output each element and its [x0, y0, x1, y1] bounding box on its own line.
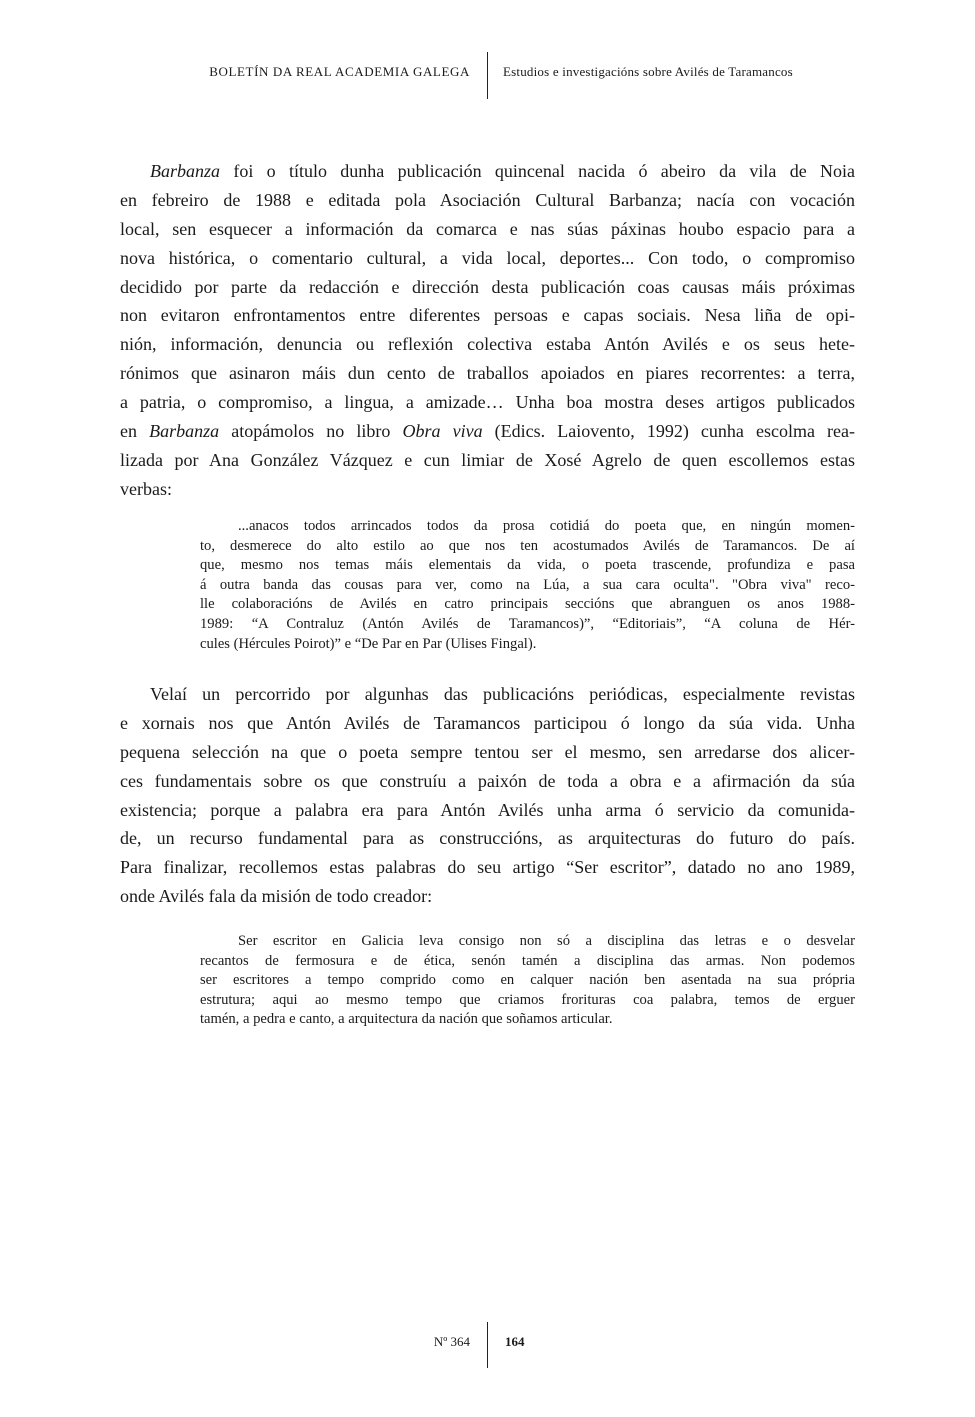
text-segment: en febreiro de 1988 e editada pola Asociación Cultural Barbanza; nacía con vocación — [120, 189, 855, 210]
text-segment: cules (Hércules Poirot)” e “De Par en Par (Ulises Fingal). — [200, 635, 537, 652]
text-segment: pequena selección na que o poeta sempre tentou ser el mesmo, sen arredarse dos alicer- — [120, 741, 855, 762]
text-segment: onde Avilés fala da misión de todo creador: — [120, 886, 433, 907]
text-line — [200, 971, 855, 991]
text-segment: 1989: “A Contraluz (Antón Avilés de Taramancos)”, “Editoriais”, “A coluna de Hér- — [200, 615, 855, 632]
text-segment: ...anacos todos arrincados todos da prosa cotidiá do poeta que, en ningún momen- — [238, 518, 855, 534]
text-line — [200, 991, 855, 1011]
text-segment: lle colaboracións de Avilés en catro principais seccións que abranguen os anos 1988- — [200, 596, 855, 613]
footer-divider — [487, 1322, 488, 1368]
text-segment: de, un recurso fundamental para as construccións, as arquitecturas do futuro do país. — [120, 828, 855, 849]
text-segment: recantos de fermosura e de ética, senón tamén a disciplina das armas. Non podemos — [200, 952, 855, 969]
block-quote-2 — [200, 932, 855, 1030]
text-segment: en — [120, 421, 150, 442]
text-line — [120, 767, 855, 796]
text-line — [200, 635, 855, 655]
text-line — [120, 417, 855, 446]
text-segment: ser escritores a tempo comprido como en calquer nación ben asentada na sua própria — [200, 972, 855, 989]
italic-title: Obra viva — [402, 421, 483, 442]
text-line — [120, 215, 855, 244]
text-segment: á outra banda das cousas para ver, como na Lúa, a sua cara oculta". "Obra viva" reco- — [200, 576, 855, 593]
text-line — [200, 517, 855, 537]
text-line — [120, 446, 855, 475]
text-line — [200, 537, 855, 557]
text-line — [120, 157, 855, 186]
text-segment: Para finalizar, recollemos estas palabras do seu artigo “Ser escritor”, datado no ano 1989, — [120, 857, 855, 878]
text-line — [120, 388, 855, 417]
text-segment: a patria, o compromiso, a lingua, a amizade… Unha boa mostra deses artigos publicados — [120, 392, 855, 413]
text-line — [120, 186, 855, 215]
page-number: 164 — [505, 1334, 525, 1349]
text-line — [120, 273, 855, 302]
text-segment: ces fundamentais sobre os que construíu a paixón de toda a obra e a afirmación da súa — [120, 770, 855, 791]
text-segment: tamén, a pedra e canto, a arquitectura da nación que soñamos articular. — [200, 1011, 613, 1028]
paragraph-1 — [120, 157, 855, 504]
text-segment: nión, información, denuncia ou reflexión colectiva estaba Antón Avilés e os seus hete- — [120, 334, 855, 355]
text-segment: existencia; porque a palabra era para Antón Avilés unha arma ó servicio da comunida- — [120, 799, 855, 820]
text-line — [120, 680, 855, 709]
issue-number: Nº 364 — [433, 1334, 470, 1349]
text-segment: Ser escritor en Galicia leva consigo non só a disciplina das letras e o desvelar — [238, 933, 855, 949]
text-line — [120, 882, 855, 911]
text-segment: decidido por parte da redacción e dirección desta publicación coas causas máis próximas — [120, 276, 855, 297]
text-line — [200, 615, 855, 635]
text-line — [120, 359, 855, 388]
text-line — [200, 576, 855, 596]
text-line — [200, 595, 855, 615]
text-line — [120, 824, 855, 853]
text-segment: rónimos que asinaron máis dun cento de traballos apoiados en piares recorrentes: a terra, — [120, 363, 855, 384]
text-line — [200, 556, 855, 576]
text-line — [200, 952, 855, 972]
text-line — [120, 475, 855, 504]
text-line — [120, 301, 855, 330]
italic-title: Barbanza — [149, 421, 220, 442]
text-segment: nova histórica, o comentario cultural, a vida local, deportes... Con todo, o compromiso — [120, 247, 855, 268]
text-segment: estrutura; aqui ao mesmo tempo que criamos frorituras coa palabra, temos de erguer — [200, 991, 855, 1008]
text-line — [120, 738, 855, 767]
text-line — [200, 932, 855, 952]
running-header-section: Estudios e investigacións sobre Avilés de Taramancos — [503, 64, 793, 79]
text-segment: foi o título dunha publicación quincenal nacida ó abeiro da vila de Noia — [220, 161, 855, 181]
running-header-journal: BOLETÍN DA REAL ACADEMIA GALEGA — [209, 64, 470, 79]
text-segment: non evitaron enfrontamentos entre diferentes persoas e capas sociais. Nesa liña de opi- — [120, 305, 855, 326]
text-line — [200, 1010, 855, 1030]
text-line — [120, 244, 855, 273]
text-segment: atopámolos no libro — [219, 421, 403, 442]
header-divider — [487, 52, 488, 99]
italic-title: Barbanza — [150, 161, 221, 181]
text-segment: to, desmerece do alto estilo ao que nos ten acostumados Avilés de Taramancos. De aí — [200, 537, 855, 554]
text-line — [120, 330, 855, 359]
text-segment: que, mesmo nos temas máis elementais da vida, o poeta trascende, profundiza e pasa — [200, 557, 855, 574]
text-segment: e xornais nos que Antón Avilés de Taramancos participou ó longo da súa vida. Unha — [120, 712, 855, 733]
text-line — [120, 796, 855, 825]
text-segment: lizada por Ana González Vázquez e cun limiar de Xosé Agrelo de quen escollemos estas — [120, 449, 855, 470]
text-segment: verbas: — [120, 478, 172, 499]
text-line — [120, 709, 855, 738]
paragraph-2 — [120, 680, 855, 911]
text-segment: Velaí un percorrido por algunhas das publicacións periódicas, especialmente revistas — [150, 684, 855, 704]
text-segment: local, sen esquecer a información da comarca e nas súas páxinas houbo espacio para a — [120, 218, 855, 239]
block-quote-1 — [200, 517, 855, 654]
text-segment: (Edics. Laiovento, 1992) cunha escolma rea- — [482, 421, 856, 442]
text-line — [120, 853, 855, 882]
